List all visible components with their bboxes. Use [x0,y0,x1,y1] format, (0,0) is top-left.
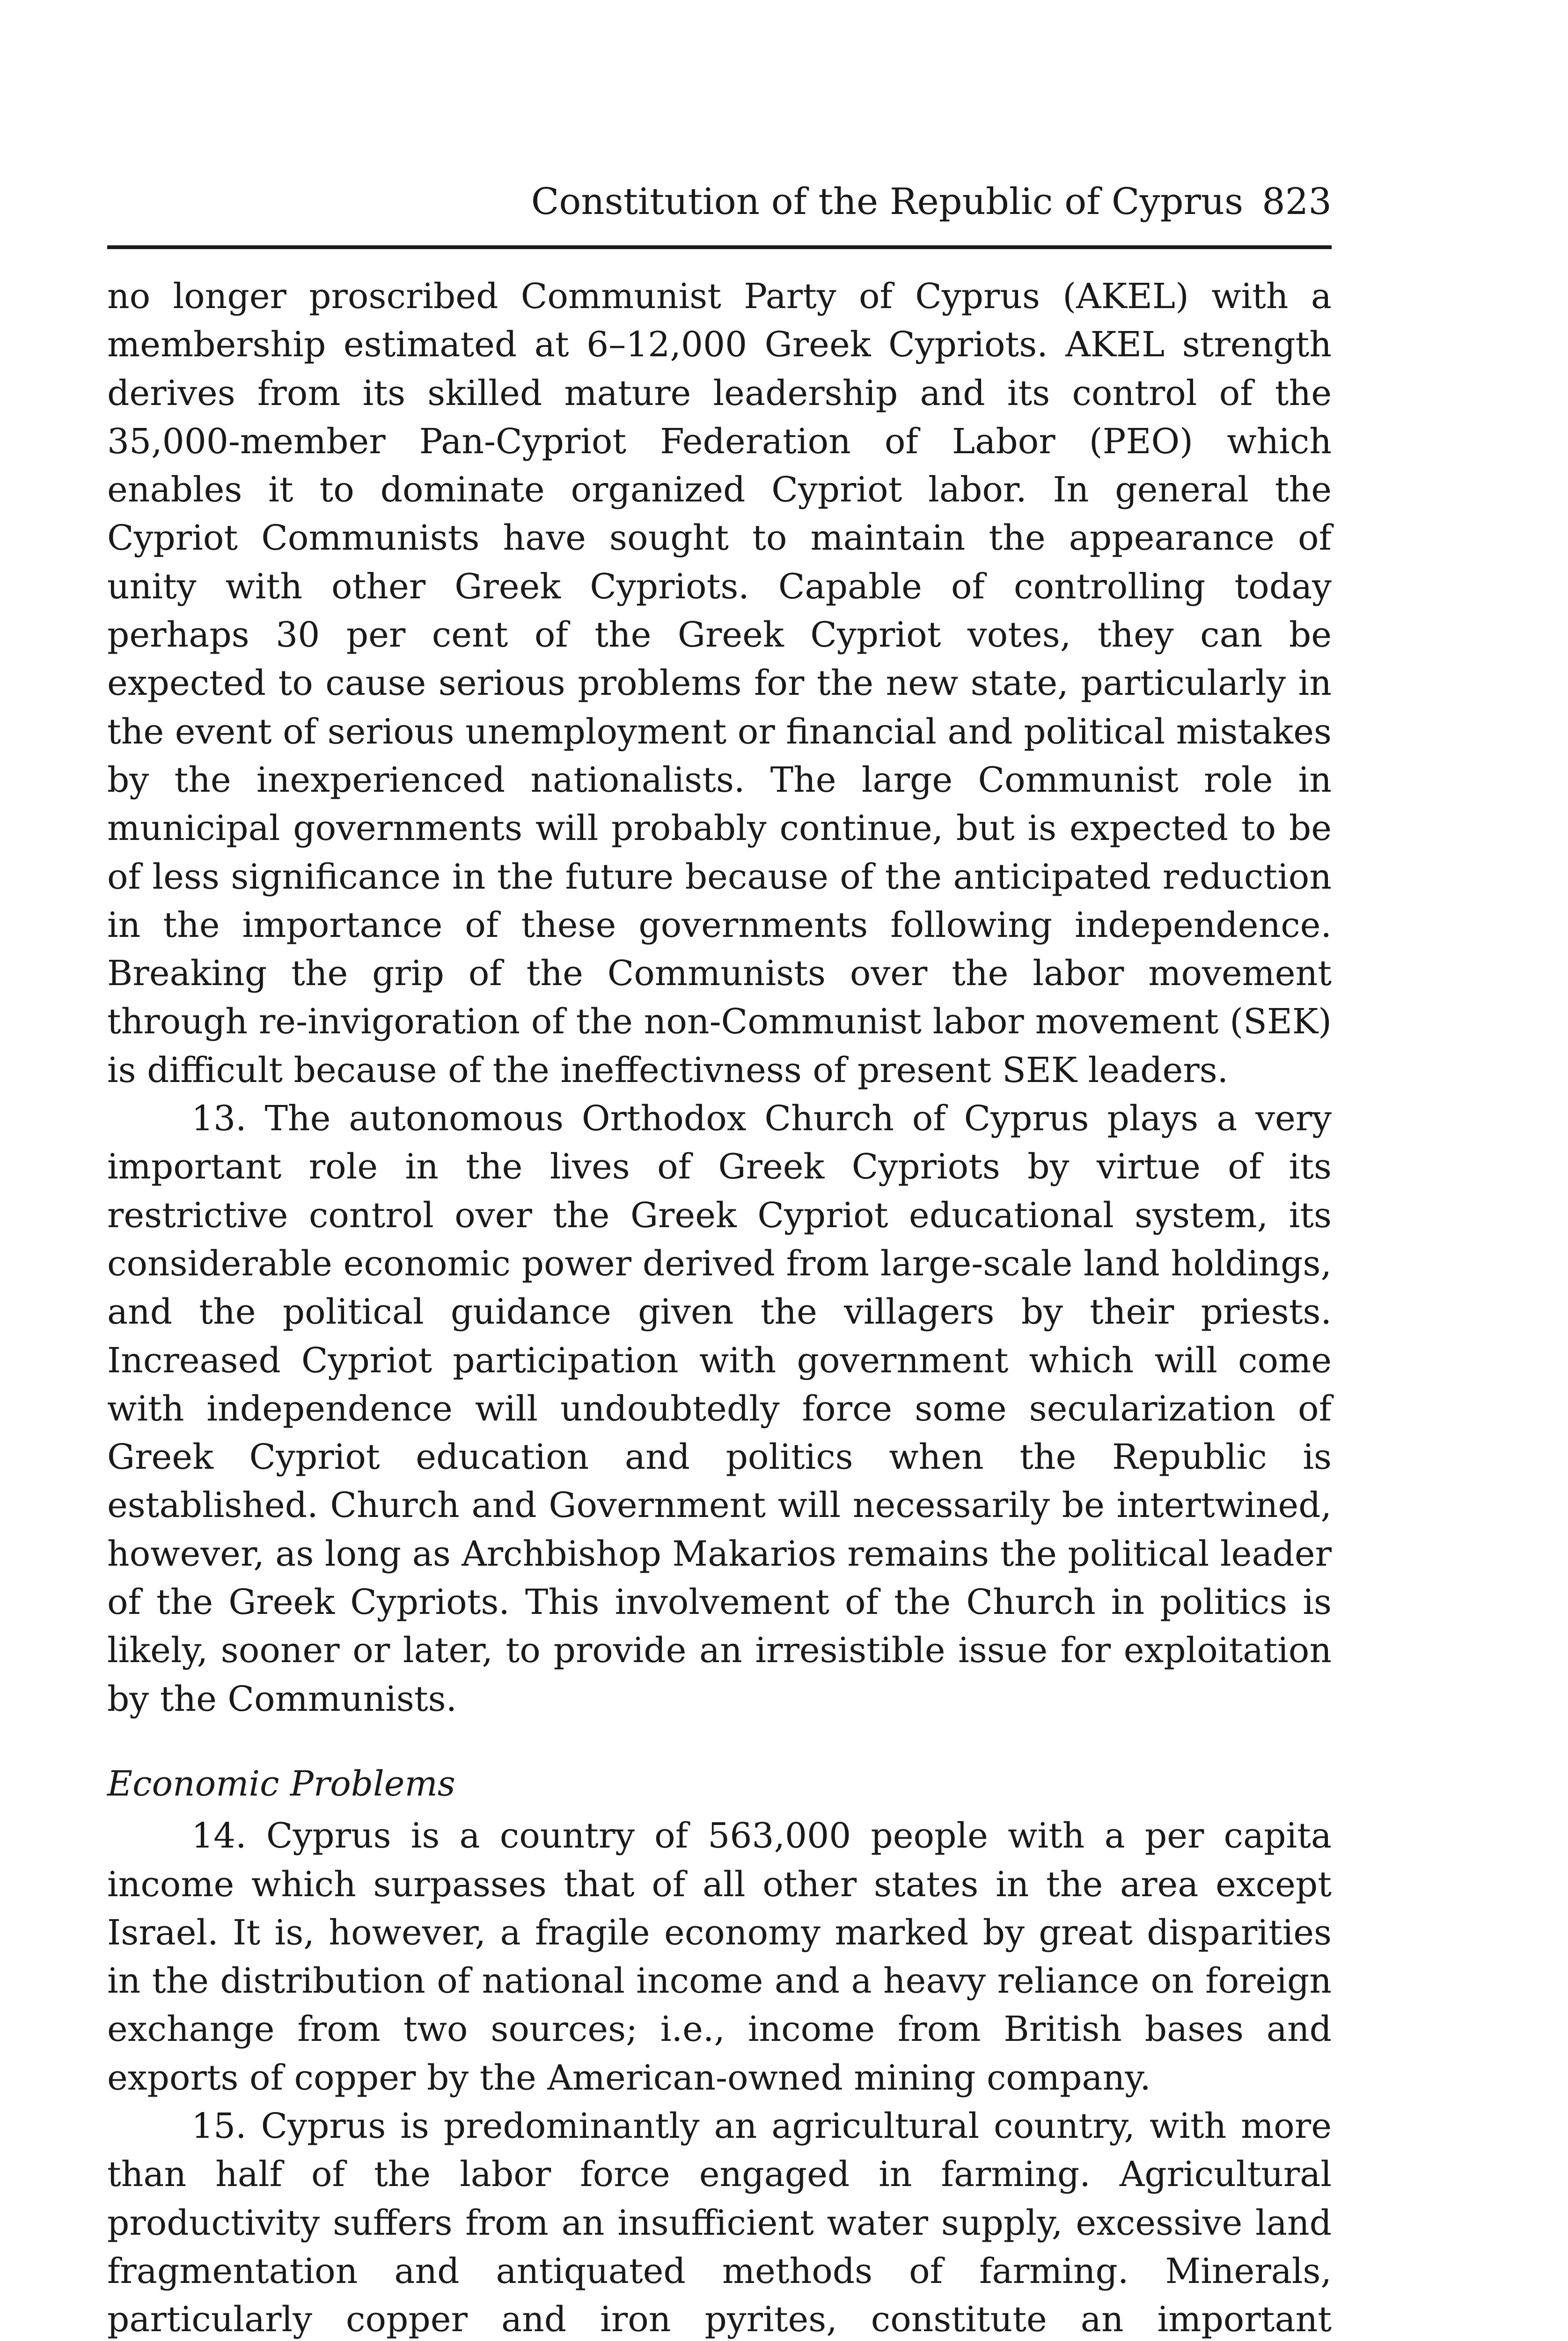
book-page [107,0,1332,2341]
running-header [531,181,1332,223]
header-rule [107,245,1332,249]
paragraph-15: 15. Cyprus is predominantly an agricultural country, with more than half of the labor force engaged in farming. Agricultural productivity suffers from an insufficient water supply, excessive land fragmentation and antiquated methods of farming. Minerals, particularly copper and iron pyrites, constitute an important [107,2105,1332,2340]
section-heading: Economic Problems [107,1763,455,1804]
running-title: Constitution of the Republic of Cyprus [531,181,1244,223]
paragraph-13: 13. The autonomous Orthodox Church of Cyprus plays a very important role in the lives of Greek Cypriots by virtue of its restrictive control over the Greek Cypriot educational system, its considerable economic power derived from large-scale land holdings, and the political guidance given the villagers by their priests. Increased Cypriot participation with government which will come with independence will undoubtedly force some secularization of Greek Cypriot education and politics when the Republic is established. Church and Government will necessarily be intertwined, however, as long as Archbishop Makarios remains the political leader of the Greek Cypriots. This involvement of the Church in politics is likely, sooner or later, to provide an irresistible issue for exploitation by the Communists. [107,1098,1332,1719]
page-number: 823 [1262,181,1332,223]
paragraph-continued: no longer proscribed Communist Party of Cyprus (AKEL) with a membership estimated at 6–12,000 Greek Cypriots. AKEL strength derives from its skilled mature leadership and its control of the 35,000-member Pan-Cypriot Federation of Labor (PEO) which enables it to dominate organized Cypriot labor. In general the Cypriot Communists have sought to maintain the appearance of unity with other Greek Cypriots. Capable of controlling today perhaps 30 per cent of the Greek Cypriot votes, they can be expected to cause serious problems for the new state, particularly in the event of serious unemployment or financial and political mistakes by the inexperienced nationalists. The large Communist role in municipal governments will probably continue, but is expected to be of less significance in the future because of the anticipated reduction in the importance of these governments following independence. Breaking the grip of the Communists over the labor movement through re-invigoration of the non-Communist labor movement (SEK) is difficult because of the ineffectivness of present SEK leaders. [107,276,1332,1090]
paragraph-14: 14. Cyprus is a country of 563,000 people with a per capita income which surpasses that of all other states in the area except Israel. It is, however, a fragile economy marked by great disparities in the distribution of national income and a heavy reliance on foreign exchange from two sources; i.e., income from British bases and exports of copper by the American-owned mining company. [107,1816,1332,2098]
body-text [107,272,1332,2341]
